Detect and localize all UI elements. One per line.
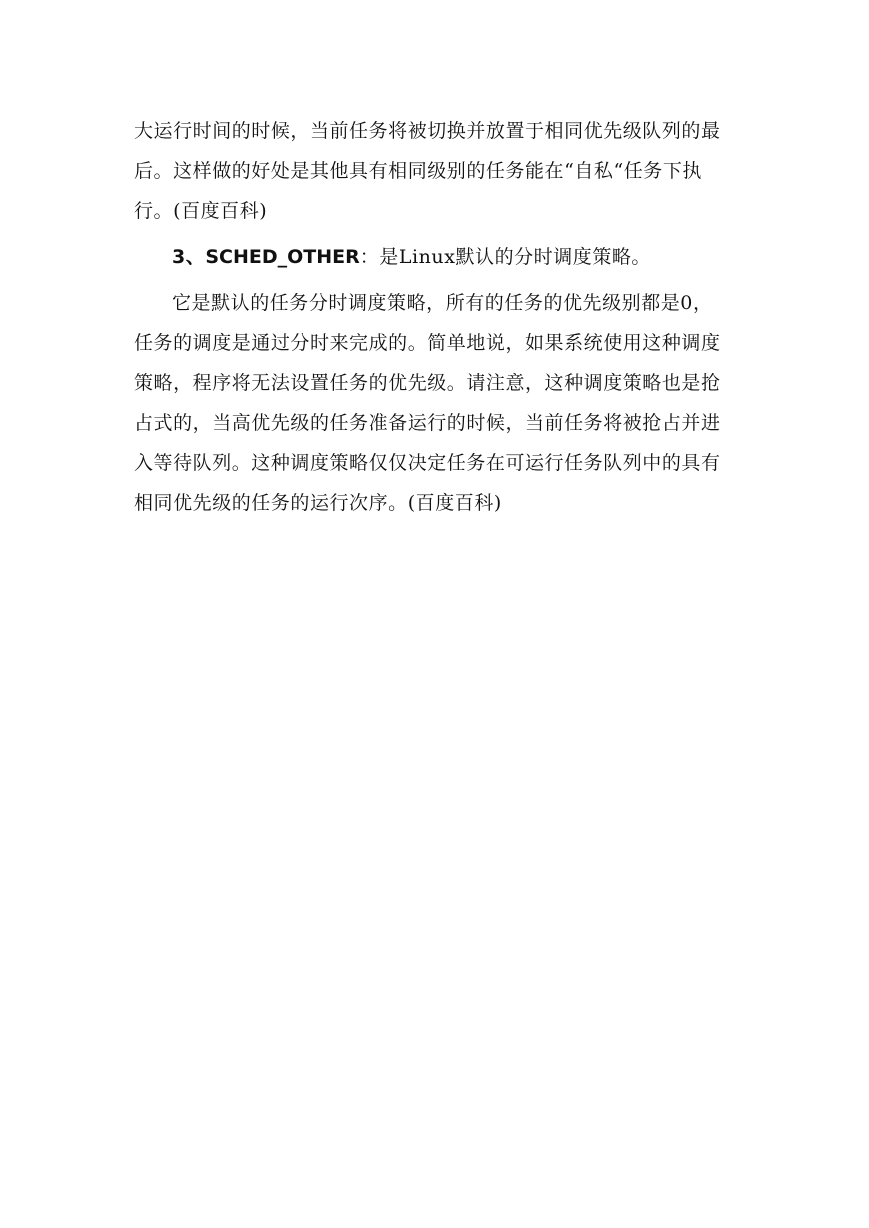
document-body — [134, 111, 744, 523]
paragraph-sched-other — [134, 283, 744, 523]
text-line: 任务的调度是通过分时来完成的。简单地说，如果系统使用这种调度 — [134, 332, 721, 354]
text-line: 后。这样做的好处是其他具有相同级别的任务能在“自私“任务下执 — [134, 160, 702, 182]
heading-number: 3、 — [172, 246, 206, 268]
text-line: 入等待队列。这种调度策略仅仅决定任务在可运行任务队列中的具有 — [134, 452, 721, 474]
heading-text: ：是Linux默认的分时调度策略。 — [359, 246, 651, 268]
text-line: 策略，程序将无法设置任务的优先级。请注意，这种调度策略也是抢 — [134, 372, 721, 394]
text-line: 它是默认的任务分时调度策略，所有的任务的优先级别都是0， — [172, 292, 713, 314]
text-line: 大运行时间的时候，当前任务将被切换并放置于相同优先级队列的最 — [134, 120, 721, 142]
text-line: 行。(百度百科) — [134, 200, 268, 222]
text-line: 相同优先级的任务的运行次序。(百度百科) — [134, 492, 502, 514]
heading-term: SCHED_OTHER — [205, 246, 360, 268]
text-line: 占式的，当高优先级的任务准备运行的时候，当前任务将被抢占并进 — [134, 412, 721, 434]
section-heading — [134, 237, 744, 277]
paragraph-continuation — [134, 111, 744, 231]
